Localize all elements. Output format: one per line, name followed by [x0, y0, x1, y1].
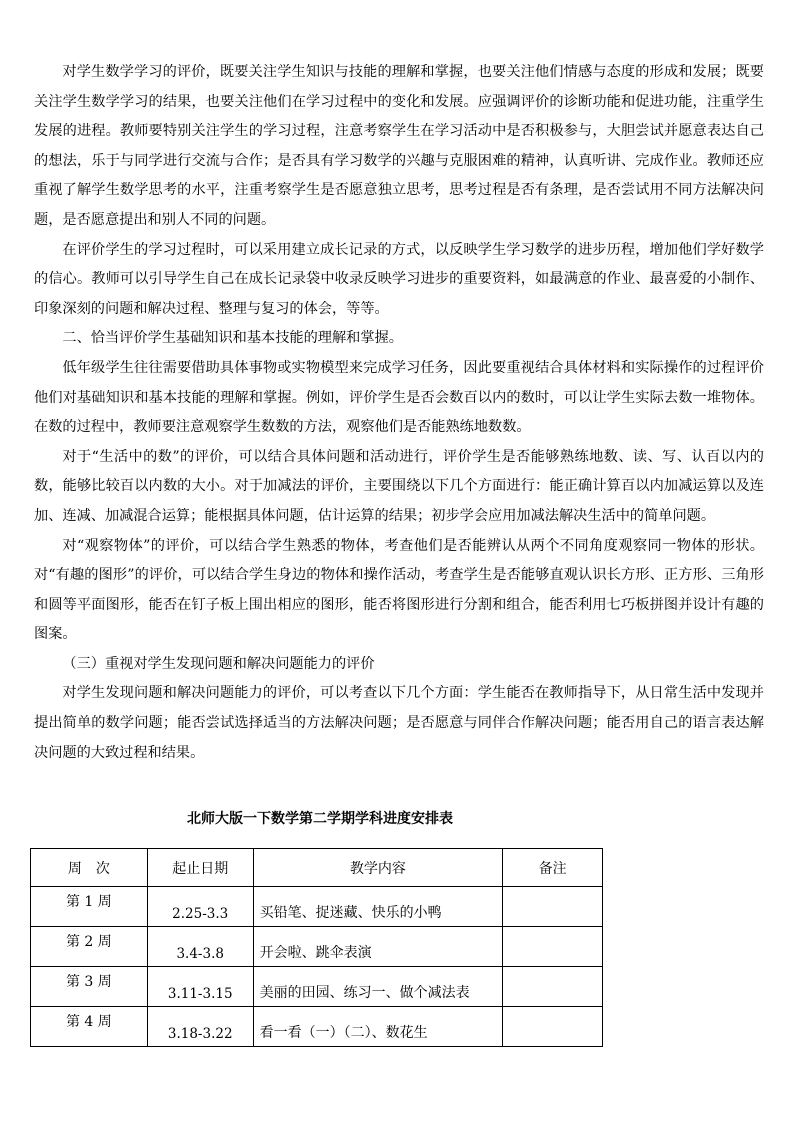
cell-note — [503, 1007, 603, 1047]
table-title: 北师大版一下数学第二学期学科进度安排表 — [187, 811, 453, 827]
paragraph: 对于“生活中的数”的评价，可以结合具体问题和活动进行，评价学生是否能够熟练地数、读、写、认百以内的数，能够比较百以内数的大小。对于加减法的评价，主要围绕以下几个方面进行：能正确计算百以内加减运算以及连加、连减、加减混合运算；能根据具体问题，估计运算的结果；初步学会应用加减法解决生活中的简单问题。 — [34, 448, 764, 524]
cell-dates: 3.18-3.22 — [147, 1007, 253, 1047]
cell-week: 第 4 周 — [31, 1007, 148, 1047]
paragraph: 对学生数学学习的评价，既要关注学生知识与技能的理解和掌握，也要关注他们情感与态度的形成和发展；既要关注学生数学学习的结果，也要关注他们在学习过程中的变化和发展。应强调评价的诊断功能和促进功能，注重学生发展的进程。教师要特别关注学生的学习过程，注意考察学生在学习活动中是否积极参与，大胆尝试并愿意表达自己的想法，乐于与同学进行交流与合作；是否具有学习数学的兴趣与克服困难的精神，认真听讲、完成作业。教师还应重视了解学生数学思考的水平，注重考察学生是否愿意独立思考，思考过程是否有条理，是否尝试用不同方法解决问题，是否愿意提出和别人不同的问题。 — [34, 64, 764, 228]
header-note: 备注 — [503, 849, 603, 887]
document-body — [34, 58, 764, 768]
table-row — [31, 887, 603, 927]
paragraph: 对学生发现问题和解决问题能力的评价，可以考查以下几个方面：学生能否在教师指导下，从日常生活中发现并提出简单的数学问题；能否尝试选择适当的方法解决问题；是否愿意与同伴合作解决问题；能否用自己的语言表达解决问题的大致过程和结果。 — [34, 685, 764, 761]
paragraph: 低年级学生往往需要借助具体事物或实物模型来完成学习任务，因此要重视结合具体材料和实际操作的过程评价他们对基础知识和基本技能的理解和掌握。例如，评价学生是否会数百以内的数时，可以让学生实际去数一堆物体。在数的过程中，教师要注意观察学生数数的方法，观察他们是否能熟练地数数。 — [34, 359, 764, 436]
section-heading: 二、恰当评价学生基础知识和基本技能的理解和掌握。 — [62, 330, 403, 347]
section-heading: （三）重视对学生发现问题和解决问题能力的评价 — [62, 655, 375, 672]
table-row — [31, 967, 603, 1007]
cell-week: 第 2 周 — [31, 927, 148, 967]
cell-content: 美丽的田园、练习一、做个减法表 — [253, 967, 503, 1007]
table-row — [31, 927, 603, 967]
cell-week: 第 1 周 — [31, 887, 148, 927]
cell-note — [503, 967, 603, 1007]
cell-dates: 3.11-3.15 — [147, 967, 253, 1007]
cell-content: 看一看（一）（二）、数花生 — [253, 1007, 503, 1047]
header-week: 周 次 — [31, 849, 148, 887]
paragraph: 对“观察物体”的评价，可以结合学生熟悉的物体，考查他们是否能辨认从两个不同角度观察同一物体的形状。对“有趣的图形”的评价，可以结合学生身边的物体和操作活动，考查学生是否能够直观认识长方形、正方形、三角形和圆等平面图形，能否在钉子板上围出相应的图形，能否将图形进行分割和组合，能否利用七巧板拼图并设计有趣的图案。 — [34, 537, 764, 643]
cell-note — [503, 887, 603, 927]
paragraph: 在评价学生的学习过程时，可以采用建立成长记录的方式，以反映学生学习数学的进步历程，增加他们学好数学的信心。教师可以引导学生自己在成长记录袋中收录反映学习进步的重要资料，如最满意的作业、最喜爱的小制作、印象深刻的问题和解决过程、整理与复习的体会，等等。 — [34, 241, 764, 317]
cell-dates: 3.4-3.8 — [147, 927, 253, 967]
cell-content: 开会啦、跳伞表演 — [253, 927, 503, 967]
schedule-table — [30, 848, 603, 1047]
table-header-row — [31, 849, 603, 887]
cell-note — [503, 927, 603, 967]
cell-dates: 2.25-3.3 — [147, 887, 253, 927]
cell-content: 买铅笔、捉迷藏、快乐的小鸭 — [253, 887, 503, 927]
cell-week: 第 3 周 — [31, 967, 148, 1007]
table-row — [31, 1007, 603, 1047]
header-dates: 起止日期 — [147, 849, 253, 887]
header-content: 教学内容 — [253, 849, 503, 887]
